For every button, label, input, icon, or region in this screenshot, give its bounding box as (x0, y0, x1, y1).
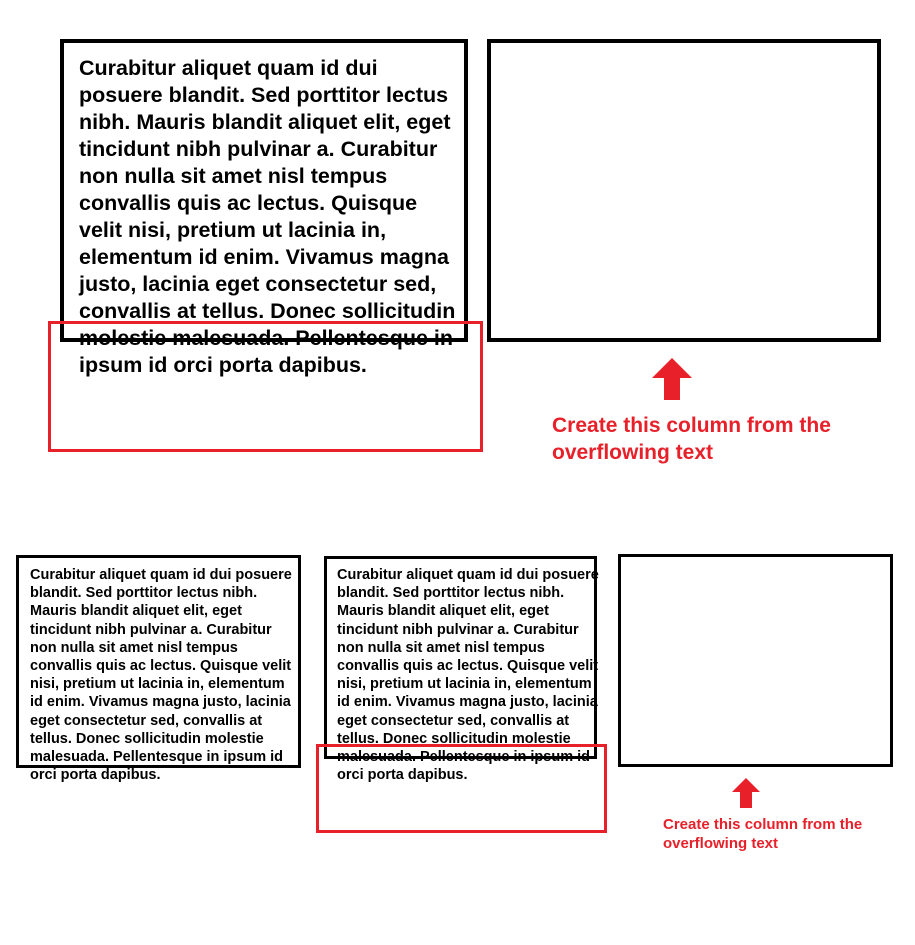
bottom-clipped-text-area (19, 558, 298, 784)
up-arrow-icon (651, 358, 693, 400)
top-caption: Create this column from the overflowing text (552, 414, 831, 464)
top-overflow-highlight (48, 321, 483, 452)
up-arrow-icon (732, 778, 760, 808)
bottom-overflow-highlight (316, 744, 607, 833)
bottom-caption: Create this column from the overflowing text (663, 816, 863, 852)
top-target-column-box (487, 39, 881, 342)
bottom-overflowing-paragraph: Curabitur aliquet quam id dui posuere blandit. Sed porttitor lectus nibh. Mauris blandit aliquet elit, eget tincidunt nibh pulvinar a. Curabitur non nulla sit amet nisl tempus convallis quis ac lectus. Quisque velit nisi, pretium ut lacinia in, elementum id enim. Vivamus magna justo, lacinia eget consectetur sed, convallis at tellus. Donec sollicitudin molestie malesuada. Pellentesque in ipsum id orci porta dapibus. (337, 567, 599, 784)
top-overflowing-paragraph: Curabitur aliquet quam id dui posuere blandit. Sed porttitor lectus nibh. Mauris blandit aliquet elit, eget tincidunt nibh pulvinar a. Curabitur non nulla sit amet nisl tempus convallis quis ac lectus. Quisque velit nisi, pretium ut lacinia in, elementum id enim. Vivamus magna justo, lacinia eget consectetur sed, convallis at tellus. Donec sollicitudin molestie malesuada. Pellentesque in ipsum id orci porta dapibus. (79, 56, 456, 377)
bottom-target-column-box (618, 554, 893, 767)
bottom-clipped-paragraph: Curabitur aliquet quam id dui posuere blandit. Sed porttitor lectus nibh. Mauris blandit aliquet elit, eget tincidunt nibh pulvinar a. Curabitur non nulla sit amet nisl tempus convallis quis ac lectus. Quisque velit nisi, pretium ut lacinia in, elementum id enim. Vivamus magna justo, lacinia eget consectetur sed, convallis at tellus. Donec sollicitudin molestie malesuada. Pellentesque in ipsum id orci porta dapibus. (30, 567, 292, 784)
